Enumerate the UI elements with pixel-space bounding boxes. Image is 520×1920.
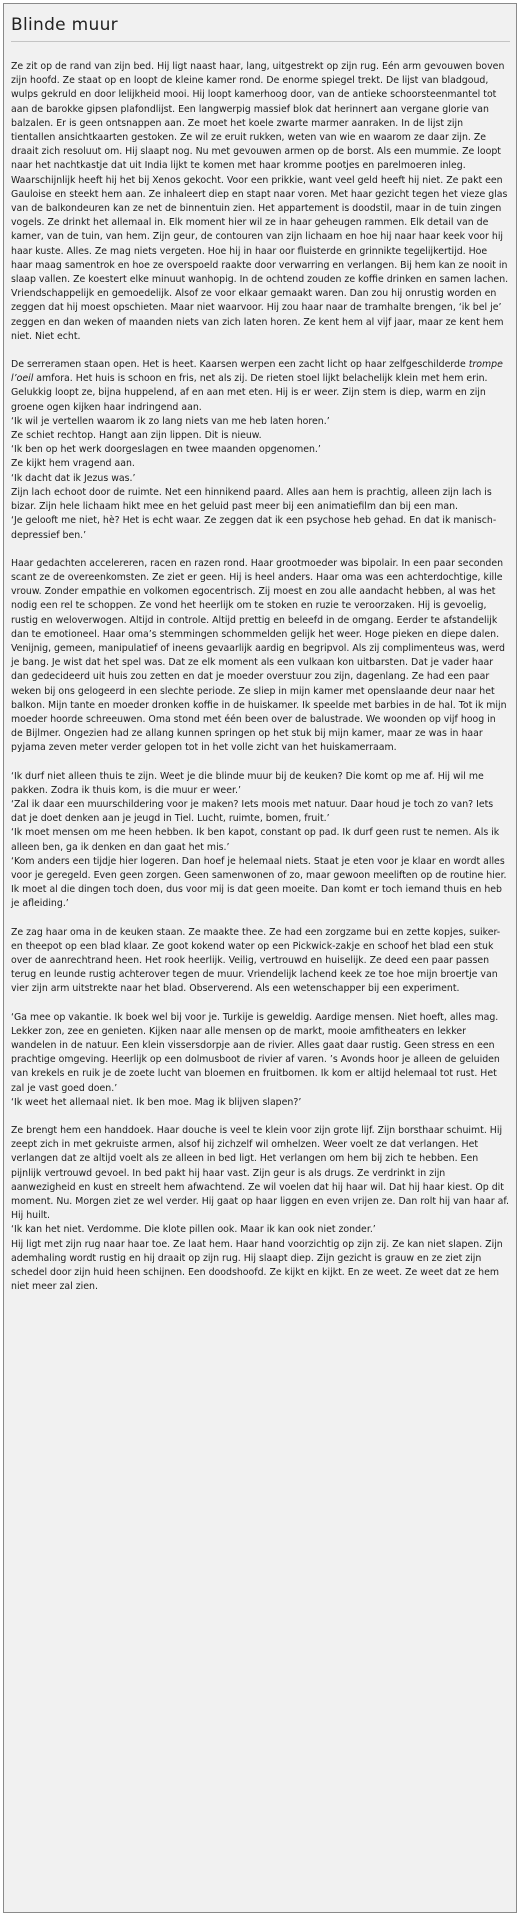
story-paragraph: Haar gedachten accelereren, racen en razen rond. Haar grootmoeder was bipolair. In een paar seconden scant ze de overeenkomsten. Ze ziet er geen. Hij is heel anders. Haar oma was een achterdochtige, kille vrouw. Zonder empathie en volkomen egocentrisch. Zij moest en zou alle aandacht hebben, al was het nodig een rel te schoppen. Ze vond het heerlijk om te stoken en ruzie te veroorzaken. Hij is gevoelig, rustig en weloverwogen. Altijd in controle. Altijd prettig en beleefd in de omgang. Eerder te afstandelijk dan te emotioneel. Haar oma’s stemmingen schommelden gelijk het weer. Hoge pieken en diepe dalen. Venijnig, gemeen, manipulatief of ineens gevaarlijk aardig en begripvol. Als zij complimenteus was, werd je bang. Je wist dat het spel was. Dat ze elk moment als een vulkaan kon uitbarsten. Dat je vader haar dan gedecideerd uit huis zou zetten en dat je moeder overstuur zou zijn, dagenlang. Ze had een paar weken bij ons gelogeerd in een slechte periode. Ze sliep in mijn kamer met openslaande deur naar het balkon. Mijn tante en moeder dronken koffie in de huiskamer. Ik speelde met barbies in de hal. Tot ik mijn moeder hoorde schreeuwen. Oma stond met één been over de balustrade. We woonden op vijf hoog in de Bijlmer. Ongezien had ze allang kunnen springen op het stuk bij mijn kamer, maar ze was in haar pyjama zeven meter verder gelopen tot in het volle zicht van het huiskamerraam. [11,557,507,754]
story-title: Blinde muur [11,15,510,42]
story-paragraph: De serreramen staan open. Het is heet. Kaarsen werpen een zacht licht op haar zelfgeschilderde trompe l’oeil amfora. Het huis is schoon en fris, net als zij. De rieten stoel lijkt belachelijk klein met hem erin. Gelukkig loopt ze, bijna huppelend, af en aan met eten. Hij is er weer. Zijn stem is diep, warm en zijn groene ogen kijken haar indringend aan. ‘Ik wil je vertellen waarom ik zo lang niets van me heb laten horen.’ Ze schiet rechtop. Hangt aan zijn lippen. Dit is nieuw. ‘Ik ben op het werk doorgeslagen en twee maanden opgenomen.’ Ze kijkt hem vragend aan. ‘Ik dacht dat ik Jezus was.’ Zijn lach echoot door de ruimte. Net een hinnikend paard. Alles aan hem is prachtig, alleen zijn lach is bizar. Zijn hele lichaam hikt mee en het geluid past meer bij een animatiefilm dan bij een man. ‘Je gelooft me niet, hè? Het is echt waar. Ze zeggen dat ik een psychose heb gehad. En dat ik manisch-depressief ben.’ [11,359,503,541]
italic-term: trompe l’oeil [11,359,503,385]
story-paragraph: Ze zag haar oma in de keuken staan. Ze maakte thee. Ze had een zorgzame bui en zette kopjes, suiker- en theepot op een blad klaar. Ze goot kokend water op een Pickwick-zakje en schoof het blad een stuk over de aanrechtrand heen. Het rook heerlijk. Veilig, vertrouwd en huiselijk. Ze deed een paar passen terug en leunde rustig achterover tegen de muur. Vriendelijk lachend keek ze toe hoe mijn broertje van vier zijn arm uitstrekte naar het blad. Observerend. Als een wetenschapper bij een experiment. [11,926,501,995]
story-body [11,60,510,1294]
story-paragraph: ‘Ga mee op vakantie. Ik boek wel bij voor je. Turkije is geweldig. Aardige mensen. Niet hoeft, alles mag. Lekker zon, zee en genieten. Kijken naar alle mensen op de markt, mooie amfitheaters en lekker wandelen in de natuur. Een klein vissersdorpje aan de rivier. Alles gaat daar rustig. Geen stress en een prachtige omgeving. Heerlijk op een dolmusboot de rivier af varen. ’s Avonds hoor je alleen de geluiden van krekels en ruik je de zoete lucht van bloemen en fruitbomen. Ik kom er altijd helemaal tot rust. Het zal je vast goed doen.’ ‘Ik weet het allemaal niet. Ik ben moe. Mag ik blijven slapen?’ [11,1011,500,1108]
story-page [3,3,517,1913]
story-paragraph: ‘Ik durf niet alleen thuis te zijn. Weet je die blinde muur bij de keuken? Die komt op me af. Hij wil me pakken. Zodra ik thuis kom, is die muur er weer.’ ‘Zal ik daar een muurschildering voor je maken? Iets moois met natuur. Daar houd je toch zo van? Iets dat je doet denken aan je jeugd in Tiel. Lucht, ruimte, bomen, fruit.’ ‘Ik moet mensen om me heen hebben. Ik ben kapot, constant op pad. Ik durf geen rust te nemen. Als ik alleen ben, ga ik denken en dan gaat het mis.’ ‘Kom anders een tijdje hier logeren. Dan hoef je helemaal niets. Staat je eten voor je klaar en wordt alles voor je geregeld. Even geen zorgen. Geen samenwonen of zo, maar gewoon meeliften op de routine hier. Ik moet al die dingen toch doen, dus voor mij is dat geen moeite. Dan komt er toch iemand thuis en heb je afleiding.’ [11,770,507,910]
story-paragraph: Ze brengt hem een handdoek. Haar douche is veel te klein voor zijn grote lijf. Zijn borsthaar schuimt. Hij zeept zich in met gekruiste armen, alsof hij zichzelf wil omhelzen. Weer voelt ze dat verlangen. Het verlangen dat ze altijd voelt als ze alleen in bed ligt. Het verlangen om hem bij zich te hebben. Een pijnlijk vertrouwd gevoel. In bed pakt hij haar vast. Zijn geur is als drugs. Ze verdrinkt in zijn aanwezigheid en kust en streelt hem afwachtend. Ze wil voelen dat hij haar wil. Dat hij haar kiest. Op dit moment. Nu. Morgen ziet ze wel verder. Hij gaat op haar liggen en even vrijen ze. Dan rolt hij van haar af. Hij huilt. ‘Ik kan het niet. Verdomme. Die klote pillen ook. Maar ik kan ook niet zonder.’ Hij ligt met zijn rug naar haar toe. Ze laat hem. Haar hand voorzichtig op zijn zij. Ze kan niet slapen. Zijn ademhaling wordt rustig en hij draait op zijn rug. Hij slaapt diep. Zijn gezicht is grauw en ze ziet zijn schedel door zijn huid heen schijnen. Een doodshoofd. Ze kijkt en kijkt. En ze weet. Ze weet dat ze hem niet meer zal zien. [11,1125,509,1293]
story-paragraph: Ze zit op de rand van zijn bed. Hij ligt naast haar, lang, uitgestrekt op zijn rug. Eén arm gevouwen boven zijn hoofd. Ze staat op en loopt de kleine kamer rond. De enorme spiegel trekt. De lijst van bladgoud, wulps gekruld en door lelijkheid mooi. Hij loopt kamerhoog door, van de antieke schoorsteenmantel tot aan de barokke gipsen plafondlijst. Een langwerpig massief blok dat herinnert aan vergane glorie van balzalen. Er is geen ontsnappen aan. Ze moet het koele zwarte marmer aanraken. In de lijst zijn tientallen ansichtkaarten gestoken. Ze wil ze eruit rukken, weten van wie en waarom ze daar zijn. Ze draait zich resoluut om. Hij slaapt nog. Nu met gevouwen armen op de borst. Als een mummie. Ze loopt naar het nachtkastje dat uit India lijkt te komen met haar kromme pootjes en parelmoeren inleg. Waarschijnlijk heeft hij het bij Xenos gekocht. Voor een prikkie, want veel geld heeft hij niet. Ze pakt een Gauloise en steekt hem aan. Ze inhaleert diep en stapt naar voren. Met haar gezicht tegen het vieze glas van de balkondeuren kan ze net de binnentuin zien. Het appartement is doodstil, maar in de tuin zingen vogels. Ze drinkt het allemaal in. Elk moment hier wil ze in haar geheugen rammen. Elk detail van de kamer, van de tuin, van hem. Zijn geur, de contouren van zijn lichaam en hoe hij naar haar keek voor hij haar kuste. Alles. Ze mag niets vergeten. Hoe hij in haar oor fluisterde en grinnikte tegelijkertijd. Hoe haar maag samentrok en hoe ze overspoeld raakte door verwarring en verlangen. Bij hem kan ze nooit in slaap vallen. Ze koestert elke minuut wanhopig. In de ochtend zouden ze koffie drinken en samen lachen. Vriendschappelijk en gemoedelijk. Alsof ze voor elkaar gemaakt waren. Dan zou hij onrustig worden en zeggen dat hij moest opschieten. Maar niet waarvoor. Hij zou haar naar de tramhalte brengen, ‘ik bel je’ zeggen en dan weken of maanden niets van zich laten horen. Ze kent hem al vijf jaar, maar ze kent hem niet. Niet echt. [11,61,509,342]
